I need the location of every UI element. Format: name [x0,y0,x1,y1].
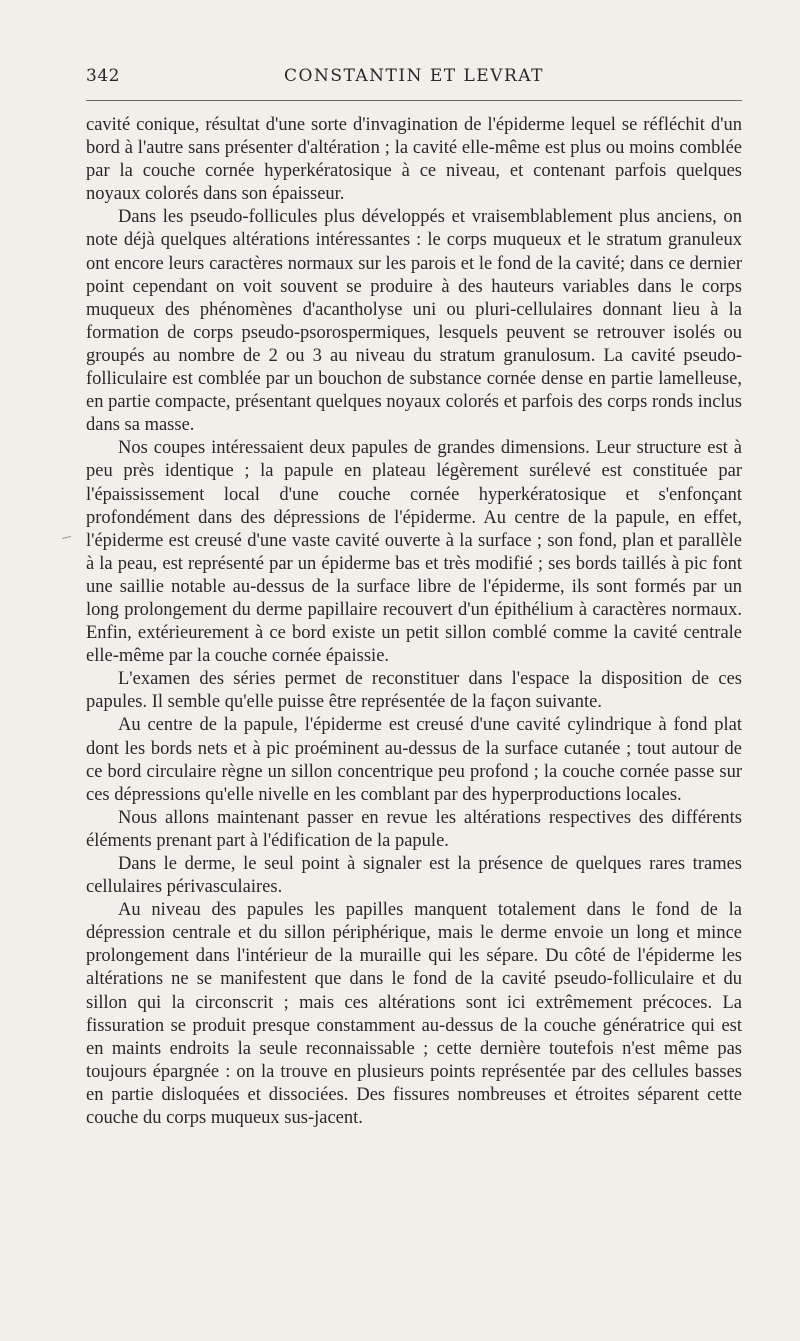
page-header [86,66,742,90]
paragraph: Dans les pseudo-follicules plus développés et vraisemblablement plus anciens, on note déjà quelques altérations intéressantes : le corps muqueux et le stratum granuleux ont encore leurs caractères normaux sur les parois et le fond de la cavité; dans ce dernier point cependant on voit souvent se produire à des hauteurs variables dans le corps muqueux des phénomènes d'acantholyse uni ou pluri-cellulaires donnant lieu à la formation de corps pseudo-psorospermiques, lesquels peuvent se retrouver isolés ou groupés au nombre de 2 ou 3 au niveau du stratum granulosum. La cavité pseudo-folliculaire est comblée par un bouchon de substance cornée dense en partie lamelleuse, en partie compacte, présentant quelques noyaux colorés et parfois des corps ronds inclus dans sa masse. [86,207,742,436]
running-title: CONSTANTIN ET LEVRAT [284,66,544,86]
paragraph: Au centre de la papule, l'épiderme est creusé d'une cavité cylindrique à fond plat dont les bords nets et à pic proéminent au-dessus de la surface cutanée ; tout autour de ce bord circulaire règne un sillon concentrique peu profond ; la couche cornée passe sur ces dépressions qu'elle nivelle en les comblant par des hyperproductions locales. [86,715,742,805]
paragraph: Nous allons maintenant passer en revue les altérations respectives des différents éléments prenant part à l'édification de la papule. [86,807,742,851]
body-text [86,114,742,1130]
page-number: 342 [86,66,120,86]
paragraph: Au niveau des papules les papilles manquent totalement dans le fond de la dépression centrale et du sillon périphérique, mais le derme envoie un long et mince prolongement dans l'intérieur de la muraille qui les sépare. Du côté de l'épiderme les altérations ne se manifestent que dans le fond de la cavité pseudo-folliculaire et du sillon qui la circonscrit ; mais ces altérations sont ici extrêmement précoces. La fissuration se produit presque constamment au-dessus de la couche génératrice qui est en maints endroits la seule reconnaissable ; cette dernière toutefois n'est même pas toujours épargnée : on la trouve en plusieurs points représentée par des cellules basses en partie disloquées et dissociées. Des fissures nombreuses et étroites séparent cette couche du corps muqueux sus-jacent. [86,900,742,1129]
paragraph: Dans le derme, le seul point à signaler est la présence de quelques rares trames cellulaires périvasculaires. [86,854,742,898]
paragraph-continued: cavité conique, résultat d'une sorte d'invagination de l'épiderme lequel se réfléchit d'un bord à l'autre sans présenter d'altération ; la cavité elle-même est plus ou moins comblée par la couche cornée hyperkératosique à ce niveau, et contenant parfois quelques noyaux colorés dans son épaisseur. [86,115,742,205]
paragraph: L'examen des séries permet de reconstituer dans l'espace la disposition de ces papules. Il semble qu'elle puisse être représentée de la façon suivante. [86,669,742,713]
paragraph: Nos coupes intéressaient deux papules de grandes dimensions. Leur structure est à peu près identique ; la papule en plateau légèrement surélevé est constituée par l'épaississement local d'une couche cornée hyperkératosique et s'enfonçant profondément dans des dépressions de l'épiderme. Au centre de la papule, en effet, l'épiderme est creusé d'une vaste cavité ouverte à la surface ; son fond, plan et parallèle à la peau, est représenté par un épiderme bas et très modifié ; ses bords taillés à pic font une saillie notable au-dessus de la surface libre de l'épiderme, ils sont formés par un long prolongement du derme papillaire recouvert d'un épithélium à caractères normaux. Enfin, extérieurement à ce bord existe un petit sillon comblé comme la cavité centrale elle-même par la couche cornée épaissie. [86,438,742,667]
stray-print-mark [62,536,71,539]
header-rule [86,100,742,101]
